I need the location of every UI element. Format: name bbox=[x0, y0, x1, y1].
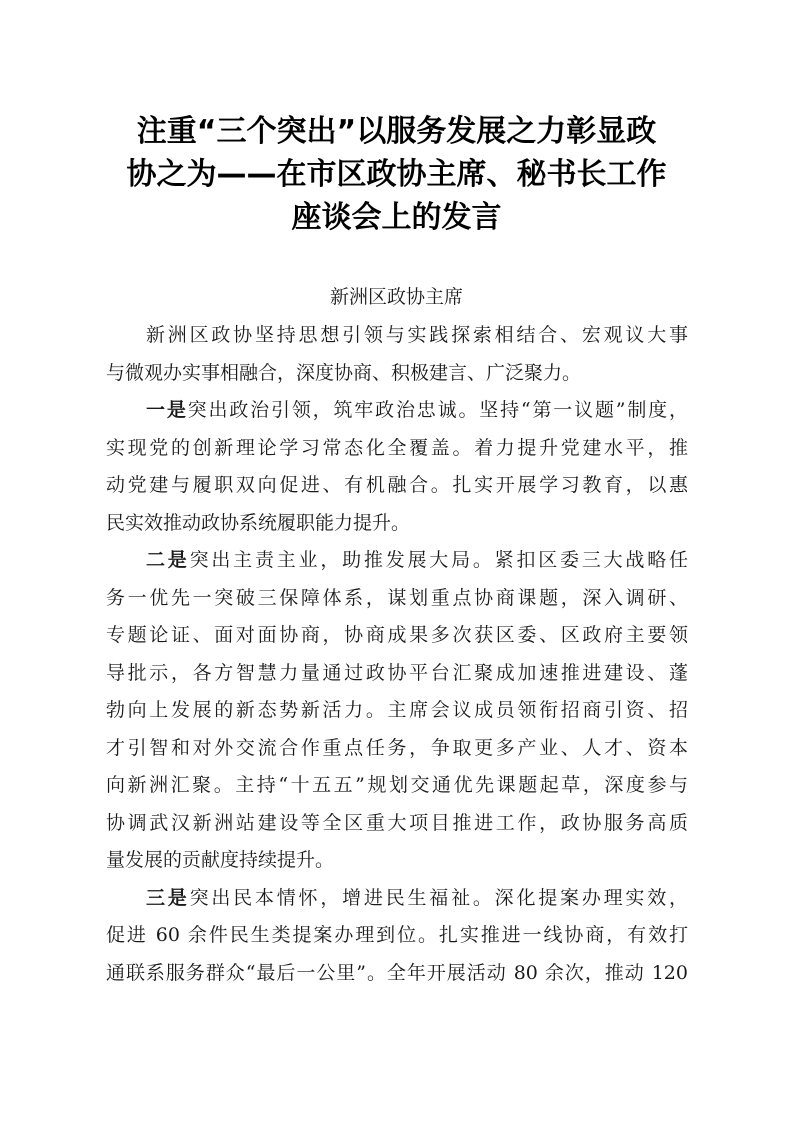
paragraph-2-line-3: 动党建与履职双向促进、有机融合。扎实开展学习教育，以惠 bbox=[106, 474, 688, 496]
paragraph-4-line-1 bbox=[106, 880, 688, 918]
paragraph-3-line-2: 务一优先一突破三保障体系，谋划重点协商课题，深入调研、 bbox=[106, 586, 688, 609]
paragraph-2-line-1-text: 突出政治引领，筑牢政治忠诚。坚持“第一议题”制度， bbox=[187, 399, 688, 421]
paragraph-4-line-3: 通联系服务群众“最后一公里”。全年开展活动 80 余次，推动 120 bbox=[106, 961, 688, 984]
paragraph-3-line-6: 才引智和对外交流合作重点任务，争取更多产业、人才、资本 bbox=[106, 736, 688, 759]
paragraph-3-line-8: 协调武汉新洲站建设等全区重大项目推进工作，政协服务高质 bbox=[106, 811, 688, 834]
title-line-1: 注重“三个突出”以服务发展之力彰显政 bbox=[136, 114, 657, 149]
paragraph-2-lead: 一是 bbox=[146, 399, 188, 421]
paragraph-4-lead: 三是 bbox=[146, 886, 190, 909]
paragraph-3-lead: 二是 bbox=[146, 549, 190, 571]
title-line-2: 协之为——在市区政协主席、秘书长工作 bbox=[126, 157, 667, 192]
paragraph-3-line-1 bbox=[106, 542, 688, 580]
paragraph-3-line-7: 向新洲汇聚。主持“十五五”规划交通优先课题起草，深度参与 bbox=[106, 774, 688, 796]
paragraph-2-line-2: 实现党的创新理论学习常态化全覆盖。着力提升党建水平，推 bbox=[106, 436, 688, 459]
author-line: 新洲区政协主席 bbox=[329, 286, 463, 308]
paragraph-3-line-4: 导批示，各方智慧力量通过政协平台汇聚成加速推进建设、蓬 bbox=[106, 661, 688, 684]
body-text bbox=[106, 317, 688, 992]
page-title bbox=[100, 110, 693, 239]
paragraph-1-line-2: 与微观办实事相融合，深度协商、积极建言、广泛聚力。 bbox=[106, 361, 582, 384]
paragraph-3-line-1-text: 突出主责主业，助推发展大局。紧扣区委三大战略任 bbox=[189, 549, 688, 571]
paragraph-3-line-5: 勃向上发展的新态势新活力。主席会议成员领衔招商引资、招 bbox=[106, 699, 688, 721]
paragraph-1-line-1: 新洲区政协坚持思想引领与实践探索相结合、宏观议大事 bbox=[146, 324, 688, 346]
paragraph-3-line-9: 量发展的贡献度持续提升。 bbox=[106, 849, 335, 871]
paragraph-2-line-4: 民实效推动政协系统履职能力提升。 bbox=[106, 511, 411, 534]
paragraph-3-line-3: 专题论证、面对面协商，协商成果多次获区委、区政府主要领 bbox=[106, 624, 688, 646]
paragraph-4-line-2: 促进 60 余件民生类提案办理到位。扎实推进一线协商，有效打 bbox=[106, 924, 688, 946]
paragraph-2-line-1 bbox=[106, 392, 688, 430]
paragraph-4-line-1-text: 突出民本情怀，增进民生福祉。深化提案办理实效， bbox=[189, 886, 688, 909]
title-line-3: 座谈会上的发言 bbox=[291, 200, 502, 235]
